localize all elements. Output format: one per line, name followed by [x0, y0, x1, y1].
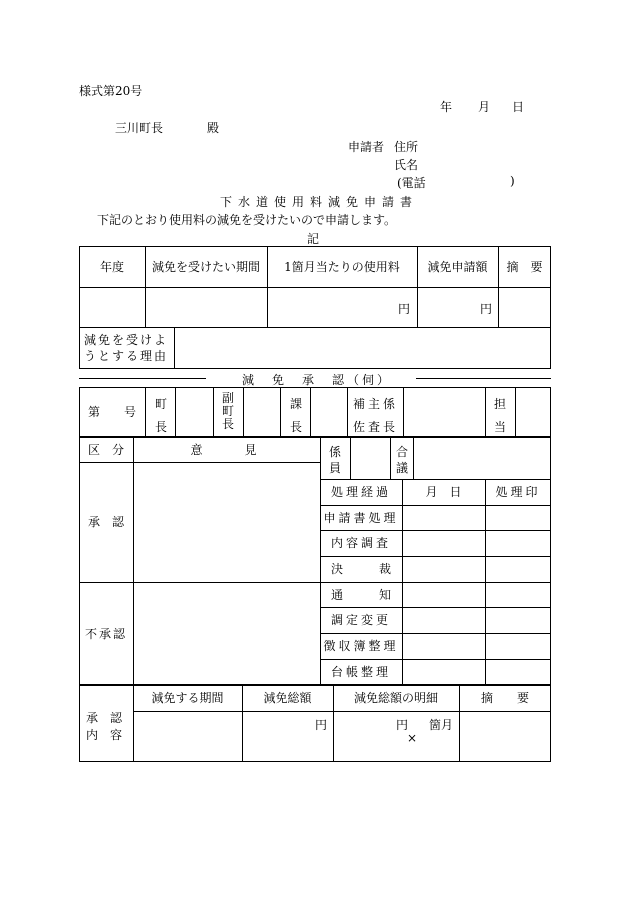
deputy-1: 副	[222, 391, 235, 405]
assist-1: 補主係	[353, 397, 399, 411]
approval-grid	[79, 437, 551, 685]
fushonin-label: 不承認	[84, 626, 127, 641]
deputy-2: 町	[222, 404, 235, 418]
content-header-detail: 減免総額の明細	[353, 691, 438, 705]
applicant-label: 申請者	[348, 140, 385, 154]
proc-row-assessment: 調定変更	[330, 613, 391, 627]
date-year: 年	[440, 100, 453, 114]
date-day: 日	[512, 100, 525, 114]
proc-header-date: 月 日	[425, 485, 462, 499]
content-times: ×	[407, 731, 418, 745]
date-month: 月	[478, 100, 491, 114]
kubun-label: 区 分	[87, 442, 124, 457]
form-number: 様式第20号	[79, 84, 143, 98]
yen-unit-fee: 円	[398, 302, 411, 316]
proc-row-decision: 決 裁	[330, 562, 391, 576]
deputy-3: 長	[222, 417, 235, 431]
content-header-period: 減免する期間	[151, 691, 224, 705]
section-chief-2: 長	[290, 420, 303, 434]
yen-unit-amount: 円	[480, 302, 493, 316]
proc-row-application: 申請書処理	[323, 510, 399, 525]
approval-stamp-row	[79, 387, 551, 437]
content-header-total: 減免総額	[263, 691, 312, 705]
content-label-2: 内 容	[86, 728, 123, 742]
col-header-monthly-fee: 1箇月当たりの使用料	[284, 259, 400, 274]
section-chief-1: 課	[290, 397, 303, 411]
honorific: 殿	[207, 121, 220, 135]
content-yen-detail: 円	[396, 718, 409, 732]
kakari-1: 係	[329, 445, 342, 459]
col-header-year: 年度	[99, 259, 124, 274]
intro-text: 下記のとおり使用料の減免を受けたいので申請します。	[97, 213, 397, 227]
tanto-2: 当	[494, 420, 507, 434]
proc-header-progress: 処理経過	[330, 485, 391, 499]
proc-row-register: 台帳整理	[330, 665, 391, 679]
proc-row-notice: 通 知	[330, 587, 391, 602]
phone-close: )	[510, 174, 515, 188]
ki-label: 記	[307, 232, 320, 246]
col-header-period: 減免を受けたい期間	[151, 259, 260, 274]
proc-row-ledger: 徴収簿整理	[323, 639, 399, 653]
address-label: 住所	[394, 140, 419, 154]
town-mayor-1: 町	[155, 397, 168, 411]
addressee: 三川町長	[115, 121, 164, 135]
proc-header-seal: 処理印	[495, 485, 541, 499]
gougi-2: 議	[396, 461, 409, 475]
document-title: 下水道使用料減免申請書	[220, 195, 419, 209]
col-header-amount: 減免申請額	[427, 259, 488, 274]
shonin-label: 承 認	[87, 515, 124, 529]
assist-2: 佐査長	[353, 420, 399, 434]
tanto-1: 担	[494, 397, 507, 411]
name-label: 氏名	[394, 158, 419, 172]
content-months: 箇月	[429, 718, 454, 732]
col-header-remarks: 摘 要	[506, 259, 543, 274]
town-mayor-2: 長	[155, 420, 168, 434]
approval-title: 減 免 承 認（伺）	[242, 373, 393, 387]
gougi-1: 合	[396, 445, 409, 459]
content-label-1: 承 認	[86, 711, 123, 725]
proc-row-investigation: 内容調査	[330, 536, 391, 550]
approval-number: 第 号	[87, 405, 136, 419]
content-header-remarks: 摘 要	[480, 691, 529, 705]
reason-label: 減免を受けようとする理由	[84, 333, 169, 363]
iken-label: 意 見	[190, 442, 263, 457]
content-yen-total: 円	[315, 718, 328, 732]
phone-open: (電話	[397, 176, 426, 190]
kakari-2: 員	[329, 461, 342, 475]
